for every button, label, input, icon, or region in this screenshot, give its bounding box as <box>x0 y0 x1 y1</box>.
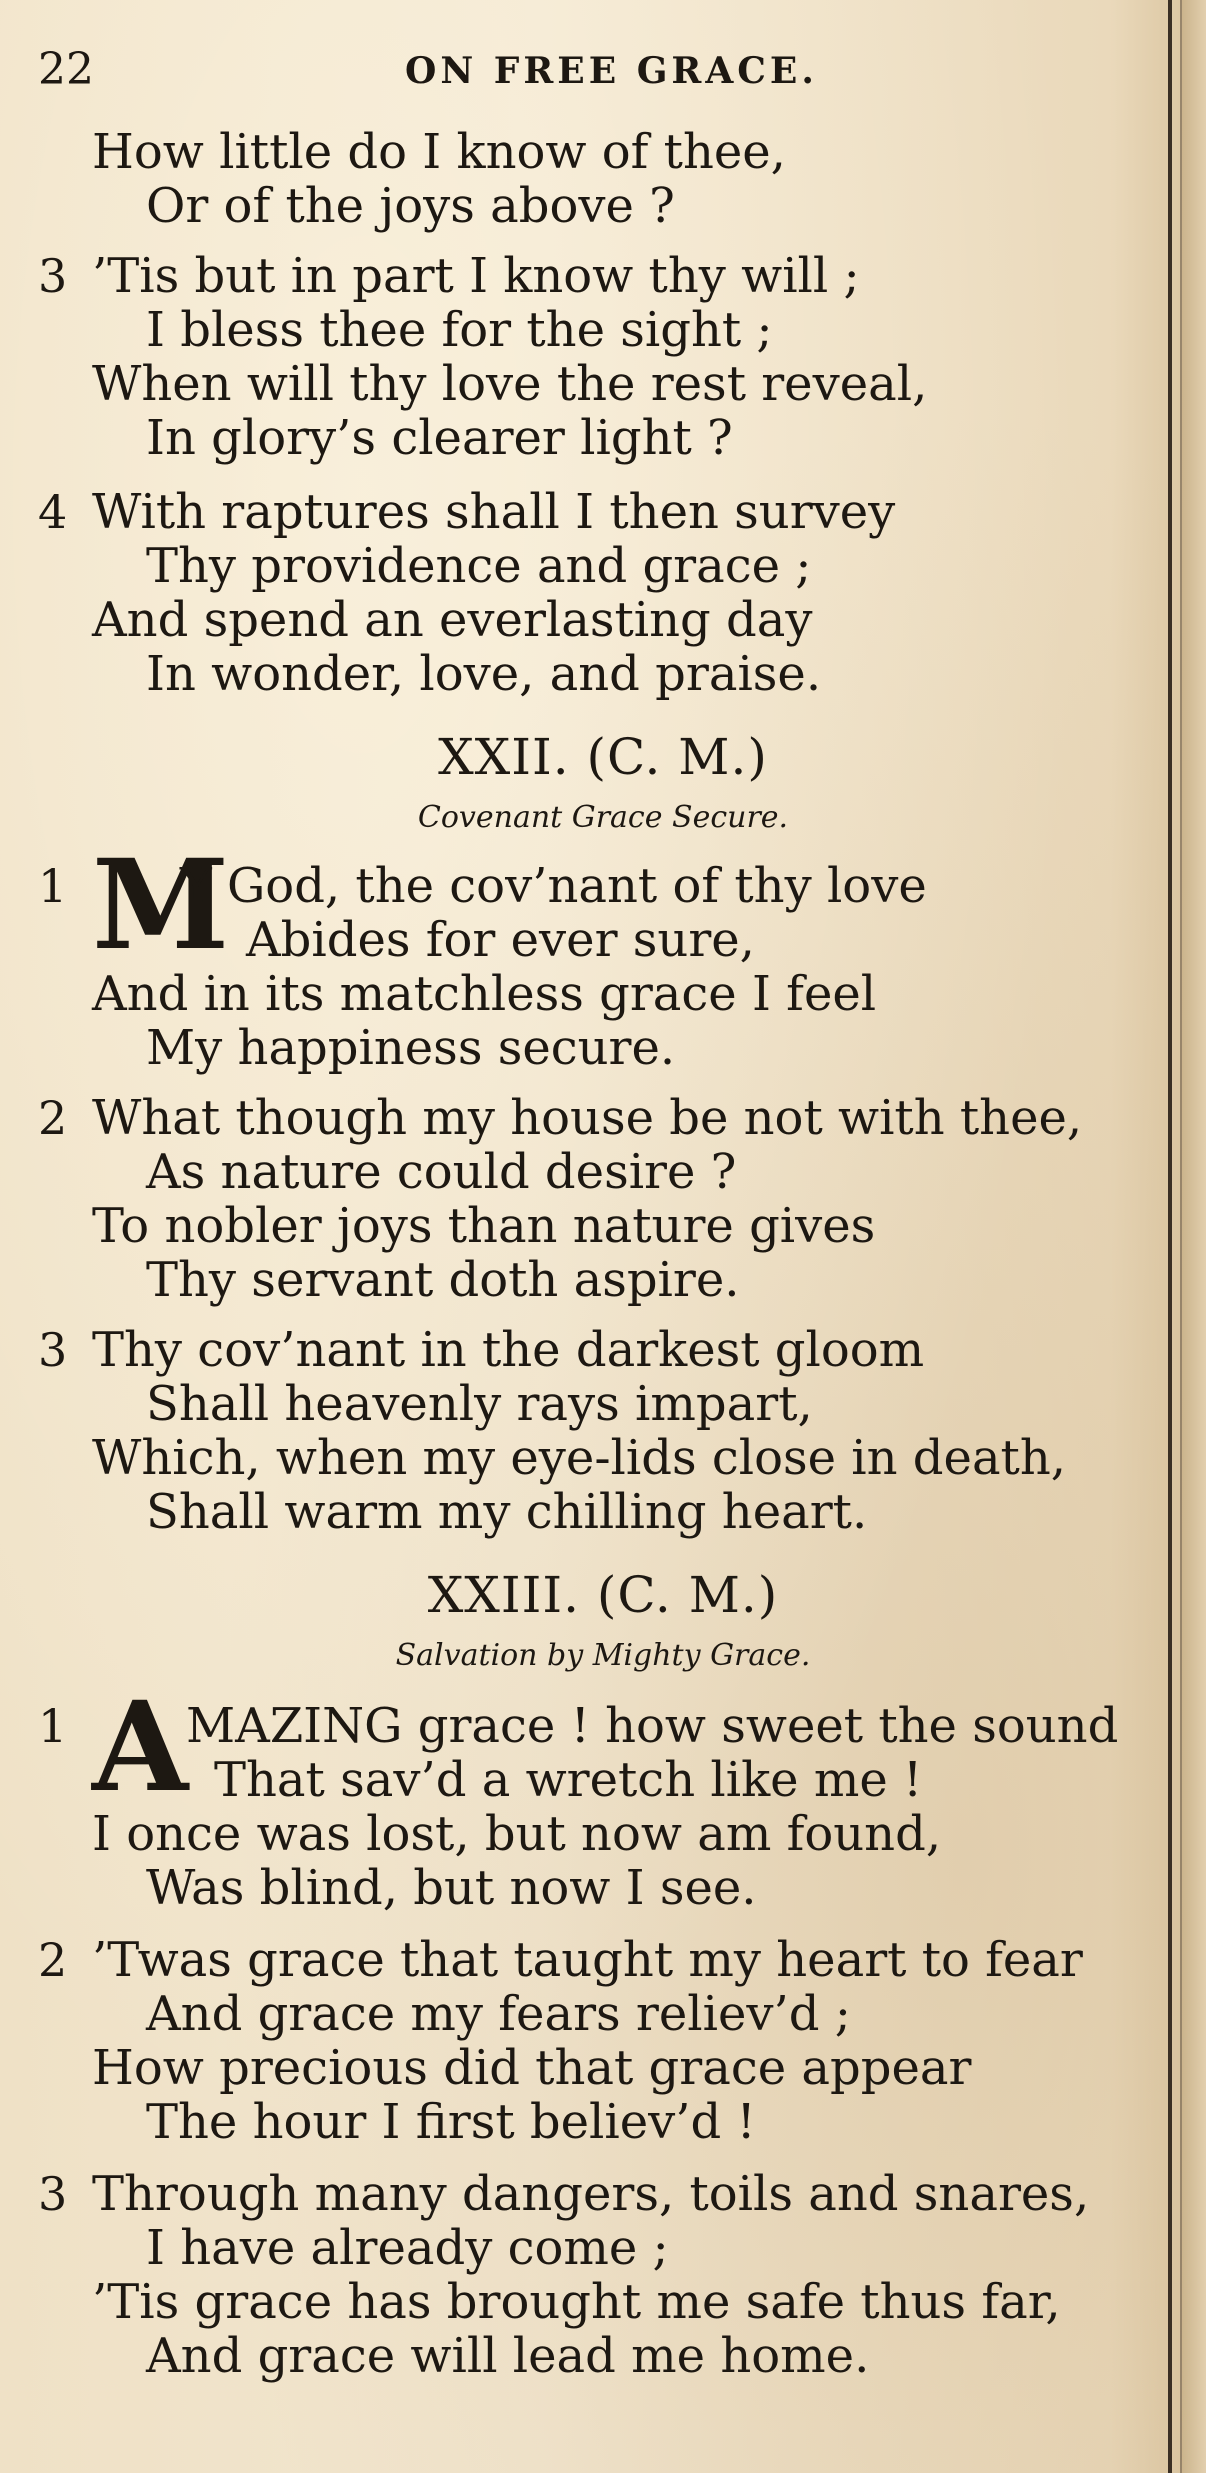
verse-line: ’Tis but in part I know thy will ; <box>92 248 860 304</box>
stanza-number: 3 <box>38 2167 68 2221</box>
stanza-number: 1 <box>38 859 68 913</box>
verse-line: In glory’s clearer light ? <box>146 410 733 466</box>
verse-line: Shall warm my chilling heart. <box>146 1484 868 1540</box>
verse-line: When will thy love the rest reveal, <box>92 356 928 412</box>
stanza-number: 4 <box>38 485 68 539</box>
verse-line: That sav’d a wretch like me ! <box>214 1752 923 1808</box>
verse-line: Or of the joys above ? <box>146 178 675 234</box>
verse-line: Shall heavenly rays impart, <box>146 1376 813 1432</box>
hymn-subtitle: Covenant Grace Secure. <box>417 800 789 835</box>
verse-line: Thy cov’nant in the darkest gloom <box>92 1322 925 1378</box>
hymn-heading: XXII. (C. M.) <box>438 728 768 786</box>
hymn-heading: XXIII. (C. M.) <box>427 1566 779 1624</box>
stanza-number: 3 <box>38 249 68 303</box>
verse-line: ’Twas grace that taught my heart to fear <box>92 1932 1083 1988</box>
verse-line: Abides for ever sure, <box>246 912 755 968</box>
verse-line: Was blind, but now I see. <box>146 1860 757 1916</box>
verse-line: Thy servant doth aspire. <box>146 1252 740 1308</box>
verse-line: In wonder, love, and praise. <box>146 646 822 702</box>
verse-line: How precious did that grace appear <box>92 2040 972 2096</box>
stanza-number: 2 <box>38 1933 68 1987</box>
hymn-subtitle: Salvation by Mighty Grace. <box>395 1638 811 1673</box>
verse-line: Y God, the cov’nant of thy love <box>180 858 927 914</box>
page-edge <box>1182 0 1206 2473</box>
verse-line: My happiness secure. <box>146 1020 676 1076</box>
verse-line: To nobler joys than nature gives <box>92 1198 876 1254</box>
verse-line: And in its matchless grace I feel <box>92 966 877 1022</box>
verse-line: What though my house be not with thee, <box>92 1090 1083 1146</box>
drop-cap: A <box>92 1675 189 1820</box>
running-title: ON FREE GRACE. <box>405 50 818 92</box>
verse-line: With raptures shall I then survey <box>92 484 896 540</box>
stanza-number: 1 <box>38 1699 68 1753</box>
verse-line: The hour I first believ’d ! <box>146 2094 756 2150</box>
verse-line: And spend an everlasting day <box>92 592 813 648</box>
verse-line: Thy providence and grace ; <box>146 538 812 594</box>
running-header <box>0 42 1206 102</box>
stanza-number: 3 <box>38 1323 68 1377</box>
stanza-number: 2 <box>38 1091 68 1145</box>
verse-line: I have already come ; <box>146 2220 669 2276</box>
page-number: 22 <box>38 44 94 95</box>
verse-line: ’Tis grace has brought me safe thus far, <box>92 2274 1061 2330</box>
verse-line: I once was lost, but now am found, <box>92 1806 942 1862</box>
verse-line: And grace my fears reliev’d ; <box>146 1986 851 2042</box>
verse-line: I bless thee for the sight ; <box>146 302 773 358</box>
binding-rule <box>1168 0 1172 2473</box>
verse-line: As nature could desire ? <box>146 1144 737 1200</box>
verse-line: And grace will lead me home. <box>146 2328 870 2384</box>
verse-line: Which, when my eye-lids close in death, <box>92 1430 1067 1486</box>
verse-line: MAZING grace ! how sweet the sound <box>186 1698 1119 1754</box>
drop-cap: M <box>92 833 230 978</box>
verse-line: How little do I know of thee, <box>92 124 786 180</box>
verse-line: Through many dangers, toils and snares, <box>92 2166 1090 2222</box>
binding-rule-secondary <box>1180 0 1182 2473</box>
